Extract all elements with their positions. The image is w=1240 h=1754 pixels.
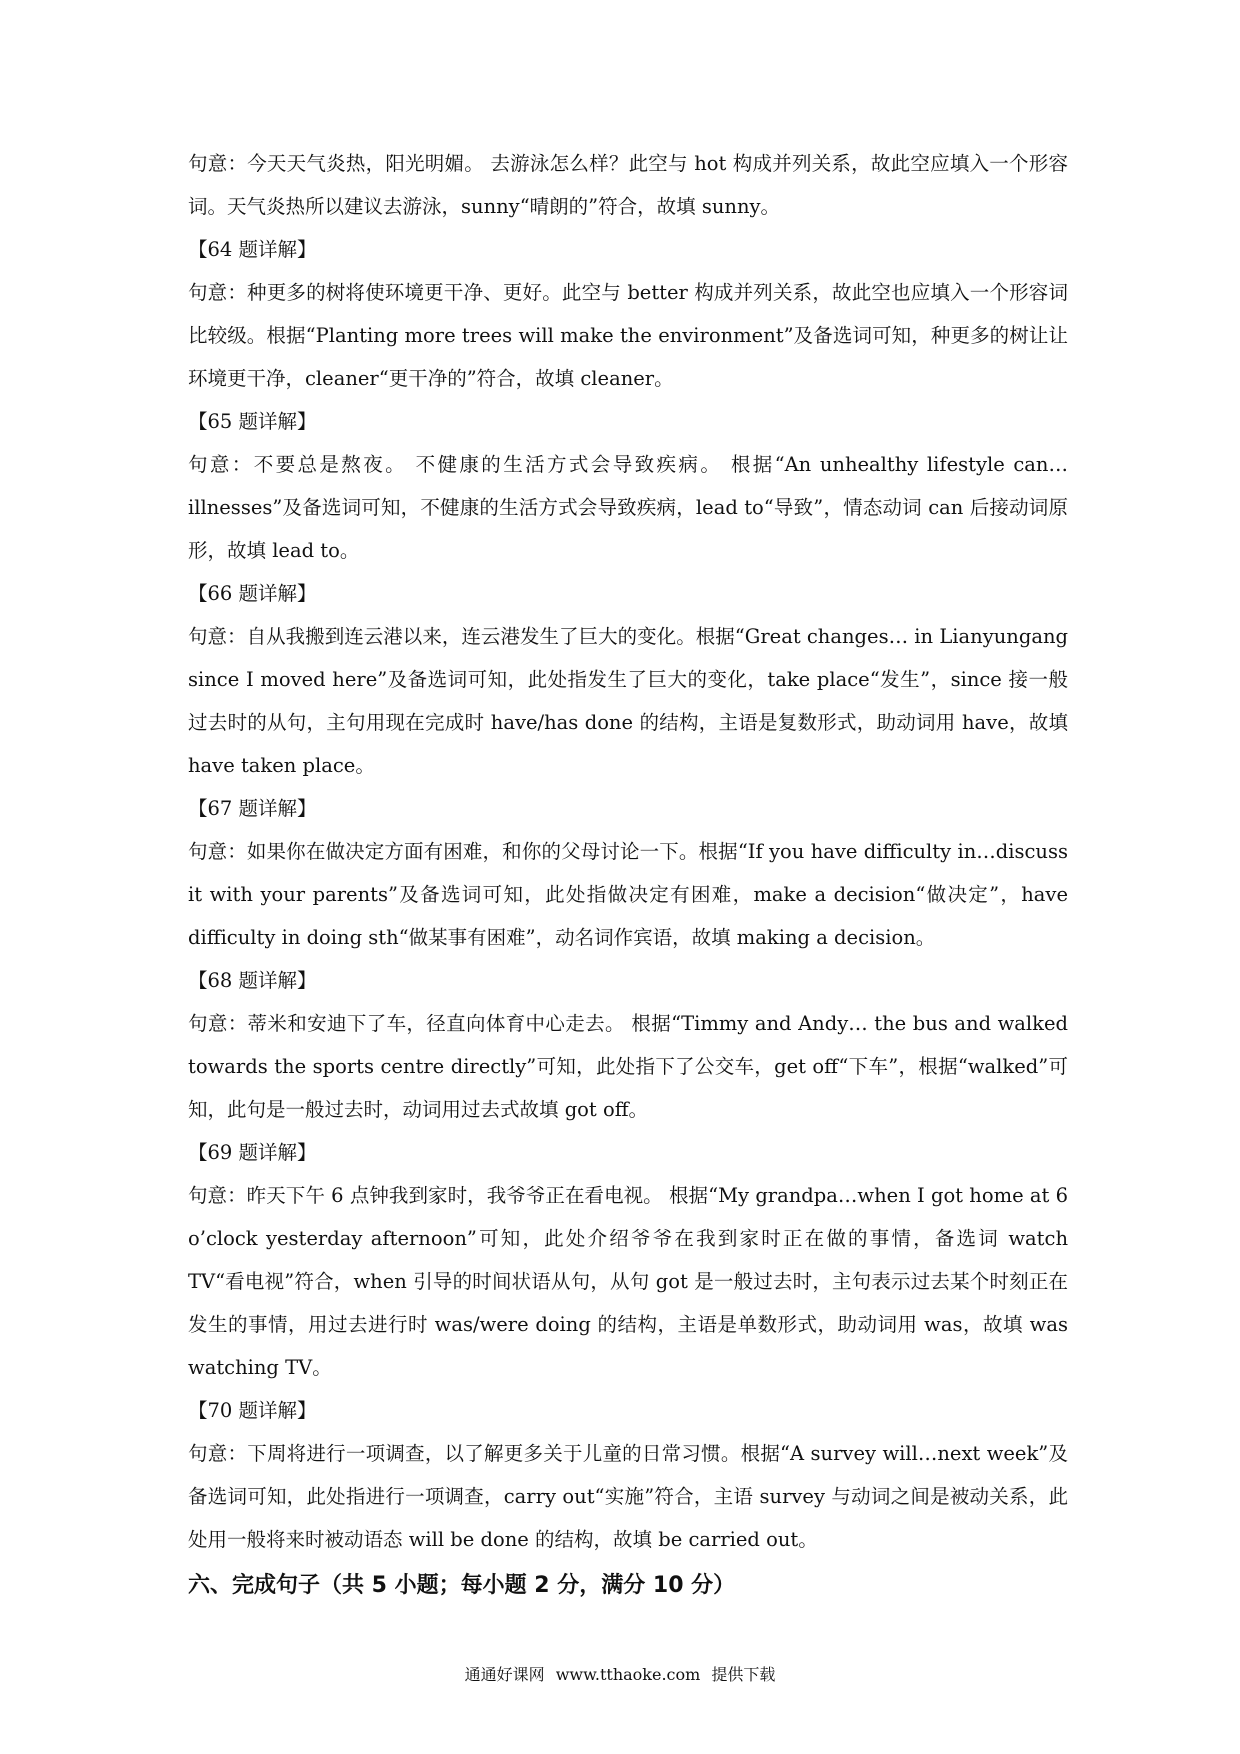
section-title: 六、完成句子（共 5 小题；每小题 2 分，满分 10 分） [188,1573,736,1598]
question-heading-69: 【69 题详解】 [188,1141,317,1164]
question-heading-67: 【67 题详解】 [188,797,317,820]
page-footer [0,1663,1240,1687]
answer-explanation-67: 句意：如果你在做决定方面有困难，和你的父母讨论一下。根据“If you have difficulty in…discuss it with your parents”及备选词可知，此处指做决定有困难，make a decision“做决定”，have difficulty in doing sth“做某事有困难”，动名词作宾语，故填 making a decision。 [188,840,1068,949]
question-heading-66: 【66 题详解】 [188,582,317,605]
answer-explanation-64: 句意：种更多的树将使环境更干净、更好。此空与 better 构成并列关系，故此空也应填入一个形容词比较级。根据“Planting more trees will make the environment”及备选词可知，种更多的树让让环境更干净，cleaner“更干净的”符合，故填 cleaner。 [188,281,1068,390]
footer-suffix: 提供下载 [711,1665,776,1684]
answer-explanation-66: 句意：自从我搬到连云港以来，连云港发生了巨大的变化。根据“Great changes… in Lianyungang since I moved here”及备选词可知，此处指发生了巨大的变化，take place“发生”，since 接一般过去时的从句，主句用现在完成时 have/has done 的结构，主语是复数形式，助动词用 have，故填 have taken place。 [188,625,1068,777]
footer-url[interactable]: www.tthaoke.com [555,1665,701,1684]
footer-site-name: 通通好课网 [464,1665,545,1684]
answer-explanation-70: 句意：下周将进行一项调查，以了解更多关于儿童的日常习惯。根据“A survey will…next week”及备选词可知，此处指进行一项调查，carry out“实施”符合，主语 survey 与动词之间是被动关系，此处用一般将来时被动语态 will be done 的结构，故填 be carried out。 [188,1442,1068,1551]
answer-explanation-65: 句意：不要总是熬夜。 不健康的生活方式会导致疾病。 根据“An unhealthy lifestyle can…illnesses”及备选词可知，不健康的生活方式会导致疾病，lead to“导致”，情态动词 can 后接动词原形，故填 lead to。 [188,453,1068,562]
question-heading-70: 【70 题详解】 [188,1399,317,1422]
document-body [188,142,1068,1609]
question-heading-65: 【65 题详解】 [188,410,317,433]
answer-explanation-68: 句意：蒂米和安迪下了车，径直向体育中心走去。 根据“Timmy and Andy… the bus and walked towards the sports centre directly”可知，此处指下了公交车，get off“下车”，根据“walked”可知，此句是一般过去时，动词用过去式故填 got off。 [188,1012,1068,1121]
answer-explanation-69: 句意：昨天下午 6 点钟我到家时，我爷爷正在看电视。 根据“My grandpa…when I got home at 6 o’clock yesterday afternoon”可知，此处介绍爷爷在我到家时正在做的事情，备选词 watch TV“看电视”符合，when 引导的时间状语从句，从句 got 是一般过去时，主句表示过去某个时刻正在发生的事情，用过去进行时 was/were doing 的结构，主语是单数形式，助动词用 was，故填 was watching TV。 [188,1184,1068,1379]
question-heading-68: 【68 题详解】 [188,969,317,992]
question-heading-64: 【64 题详解】 [188,238,317,261]
answer-explanation-63: 句意：今天天气炎热，阳光明媚。 去游泳怎么样？此空与 hot 构成并列关系，故此空应填入一个形容词。天气炎热所以建议去游泳，sunny“晴朗的”符合，故填 sunny。 [188,152,1068,218]
